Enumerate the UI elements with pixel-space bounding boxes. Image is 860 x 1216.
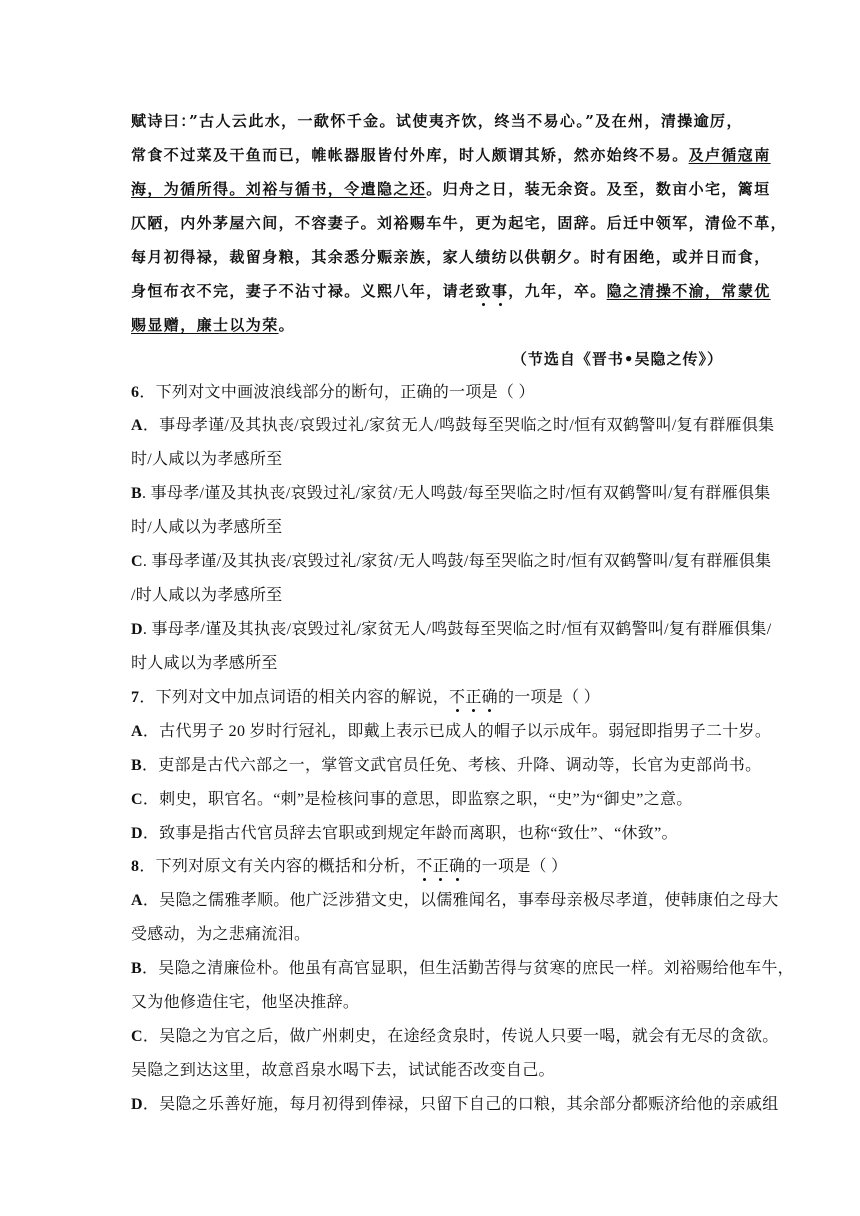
- option-7d: [131, 824, 678, 844]
- option-label: A: [131, 723, 143, 740]
- dotted-word: 确: [449, 858, 466, 875]
- option-6d-cont: 时人咸以为孝感所至: [131, 655, 278, 672]
- option-6c: [131, 552, 771, 572]
- option-label: B: [131, 960, 142, 977]
- question-number: 6: [131, 384, 140, 401]
- option-8d: [131, 1095, 779, 1115]
- passage-line-3: [131, 179, 771, 199]
- option-6a-cont: 时/人咸以为孝感所至: [131, 451, 283, 468]
- passage-text: 每月初得禄，裁留身粮，其余悉分赈亲族，家人绩纺以供朝夕。时有困绝，或并日而食，: [131, 248, 771, 266]
- option-label: D: [131, 621, 143, 638]
- underlined-sentence: 及卢循寇南: [688, 146, 771, 164]
- dotted-word: 不: [416, 858, 433, 875]
- passage-line-1: [131, 111, 743, 131]
- option-8a-cont: 受感动，为之悲痛流泪。: [131, 926, 311, 943]
- option-text: ．吏部是古代六部之一，掌管文武官员任免、考核、升降、调动等，长官为吏部尚书。: [141, 757, 762, 774]
- underlined-sentence: 隐之清操不渝，常蒙优: [606, 282, 771, 300]
- option-8b-cont: 又为他修造住宅，他坚决推辞。: [131, 994, 360, 1011]
- question-text: 的一项是（ ）: [465, 858, 568, 875]
- option-text: ．事母孝谨/及其执丧/哀毁过礼/家贫无人/鸣鼓每至哭临之时/恒有双鹤警叫/复有群雁俱集: [142, 417, 775, 434]
- option-text: ．刺史，职官名。“刺”是检核问事的意思，即监察之职，“史”为“御史”之意。: [142, 791, 693, 808]
- passage-text: 常食不过菜及干鱼而已，帷帐器服皆付外库，时人颇谓其矫，然亦始终不易。: [131, 146, 689, 164]
- dotted-word: 正: [465, 689, 482, 706]
- option-label: A: [131, 892, 143, 909]
- passage-text: 。归舟之日，装无余资。及至，数亩小宅，篱垣: [426, 180, 771, 198]
- option-label: D: [131, 825, 143, 842]
- question-text: 的一项是（ ）: [497, 689, 601, 706]
- option-8c-cont: 吴隐之到达这里，故意舀泉水喝下去，试试能否改变自己。: [131, 1062, 555, 1079]
- option-6c-cont: /时人咸以为孝感所至: [131, 587, 283, 604]
- question-number: 7: [131, 689, 140, 706]
- passage-line-4: [131, 213, 787, 233]
- option-6d: [131, 620, 771, 640]
- option-7c: [131, 790, 693, 810]
- option-7a: [131, 722, 771, 742]
- option-6b-cont: 时/人咸以为孝感所至: [131, 519, 283, 536]
- option-8a: [131, 891, 779, 911]
- dotted-word: 致: [475, 282, 492, 300]
- underlined-sentence: 海，为循所得。刘裕与循书，令遣隐之还: [131, 180, 427, 198]
- question-number: 8: [131, 858, 140, 875]
- question-7-stem: [131, 688, 600, 708]
- passage-text: 仄陋，内外茅屋六间，不容妻子。刘裕赐车牛，更为起宅，固辞。后迁中领军，清俭不革，: [131, 214, 788, 232]
- option-label: C: [131, 1028, 143, 1045]
- option-8c: [131, 1027, 779, 1047]
- option-label: B: [131, 485, 142, 502]
- option-text: ．吴隐之乐善好施，每月初得到俸禄，只留下自己的口粮，其余部分都赈济给他的亲戚组: [142, 1096, 779, 1113]
- option-text: . 事母孝/谨及其执丧/哀毁过礼/家贫无人/鸣鼓每至哭临之时/恒有双鹤警叫/复有群雁俱集/: [142, 621, 772, 638]
- underlined-sentence: 赐显赠，廉士以为荣: [131, 316, 279, 334]
- dotted-word: 确: [481, 689, 498, 706]
- option-text: ．吴隐之儒雅孝顺。他广泛涉猎文史，以儒雅闻名，事奉母亲极尽孝道，使韩康伯之母大: [142, 892, 779, 909]
- option-label: D: [131, 1096, 143, 1113]
- option-6b: [131, 484, 771, 504]
- passage-line-5: [131, 247, 771, 267]
- passage-text: 。: [278, 316, 296, 334]
- option-text: ．吴隐之为官之后，做广州刺史，在途经贪泉时，传说人只要一喝，就会有无尽的贪欲。: [142, 1028, 779, 1045]
- question-text: ．下列对文中加点词语的相关内容的解说，: [139, 689, 450, 706]
- passage-text: 赋诗曰：”古人云此水，一歃怀千金。试使夷齐饮，终当不易心。”及在州，清操逾厉，: [131, 112, 743, 130]
- option-6a: [131, 416, 774, 436]
- option-7b: [131, 756, 761, 776]
- option-label: B: [131, 757, 142, 774]
- option-label: A: [131, 417, 143, 434]
- option-text: . 事母孝谨/及其执丧/哀毁过礼/家贫/无人鸣鼓/每至哭临之时/恒有双鹤警叫/复有群雁俱集: [142, 553, 772, 570]
- option-text: ．致事是指古代官员辞去官职或到规定年龄而离职，也称“致仕”、“休致”。: [142, 825, 678, 842]
- option-label: C: [131, 553, 143, 570]
- passage-line-7: [131, 315, 295, 335]
- question-8-stem: [131, 857, 567, 877]
- option-text: . 事母孝/谨及其执丧/哀毁过礼/家贫/无人鸣鼓/每至哭临之时/恒有双鹤警叫/复有群雁俱集: [141, 485, 771, 502]
- option-text: ．古代男子 20 岁时行冠礼，即戴上表示已成人的帽子以示成年。弱冠即指男子二十岁。: [142, 723, 772, 740]
- option-text: ．吴隐之清廉俭朴。他虽有高官显职，但生活勤苦得与贫寒的庶民一样。刘裕赐给他车牛，: [141, 960, 794, 977]
- passage-line-2: [131, 145, 771, 165]
- passage-line-6: [131, 281, 771, 301]
- question-text: ．下列对原文有关内容的概括和分析，: [139, 858, 417, 875]
- question-6-stem: [131, 383, 535, 403]
- option-8b: [131, 959, 794, 979]
- dotted-word: 不: [449, 689, 466, 706]
- option-label: C: [131, 791, 143, 808]
- passage-text: 身恒布衣不完，妻子不沾寸禄。义熙八年，请老: [131, 282, 476, 300]
- dotted-word: 事: [491, 282, 509, 300]
- passage-text: ，九年，卒。: [508, 282, 607, 300]
- dotted-word: 正: [432, 858, 450, 875]
- source-citation: （节选自《晋书•吴隐之传》）: [511, 350, 723, 368]
- question-text: ．下列对文中画波浪线部分的断句，正确的一项是（ ）: [139, 384, 535, 401]
